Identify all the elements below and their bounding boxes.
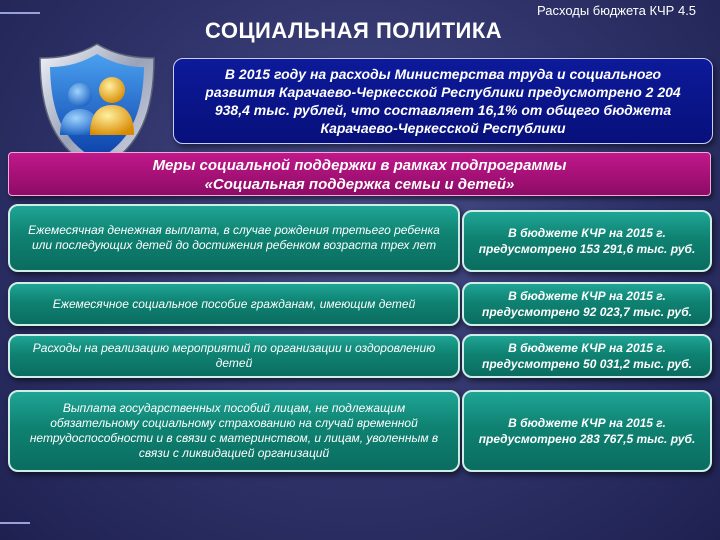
section-header-line-2: «Социальная поддержка семьи и детей» xyxy=(204,176,515,193)
measure-text: Ежемесячная денежная выплата, в случае рождения третьего ребенка или последующих детей до достижения ребенком возраста трех лет xyxy=(28,223,440,252)
budget-text: В бюджете КЧР на 2015 г. предусмотрено 50 031,2 тыс. руб. xyxy=(482,341,692,371)
budget-item-4 xyxy=(462,390,712,472)
measure-item-4 xyxy=(8,390,460,472)
budget-text: В бюджете КЧР на 2015 г. предусмотрено 153 291,6 тыс. руб. xyxy=(478,226,696,256)
measure-text: Выплата государственных пособий лицам, не подлежащим обязательному социальному страхованию на случай временной нетрудоспособности и в связи с материнством, и лицам, уволенным в связи с ликвидацией организаций xyxy=(29,401,439,460)
page-subtitle: Расходы бюджета КЧР 4.5 xyxy=(537,3,697,18)
page-title: СОЦИАЛЬНАЯ ПОЛИТИКА xyxy=(205,18,503,43)
section-header-line-1: Меры социальной поддержки в рамках подпрограммы xyxy=(152,157,567,174)
budget-item-2 xyxy=(462,282,712,326)
measure-text: Ежемесячное социальное пособие гражданам, имеющим детей xyxy=(52,296,416,311)
budget-item-3 xyxy=(462,334,712,378)
intro-summary-box xyxy=(173,58,713,144)
section-header xyxy=(8,152,711,196)
measure-item-1 xyxy=(8,204,460,272)
budget-text: В бюджете КЧР на 2015 г. предусмотрено 283 767,5 тыс. руб. xyxy=(478,416,696,446)
budget-item-1 xyxy=(462,210,712,272)
measure-item-3 xyxy=(8,334,460,378)
intro-summary-text: В 2015 году на расходы Министерства труда и социального развития Карачаево-Черкесской Республики предусмотрено 2 204 938,4 тыс. рублей, что составляет 16,1% от общего бюджета Карачаево-Черкесской Республики xyxy=(205,66,681,136)
decor-line-bottom-left xyxy=(0,522,30,524)
budget-text: В бюджете КЧР на 2015 г. предусмотрено 92 023,7 тыс. руб. xyxy=(482,289,692,319)
decor-line-top-left xyxy=(0,12,40,14)
measure-item-2 xyxy=(8,282,460,326)
measure-text: Расходы на реализацию мероприятий по организации и оздоровлению детей xyxy=(32,341,436,370)
